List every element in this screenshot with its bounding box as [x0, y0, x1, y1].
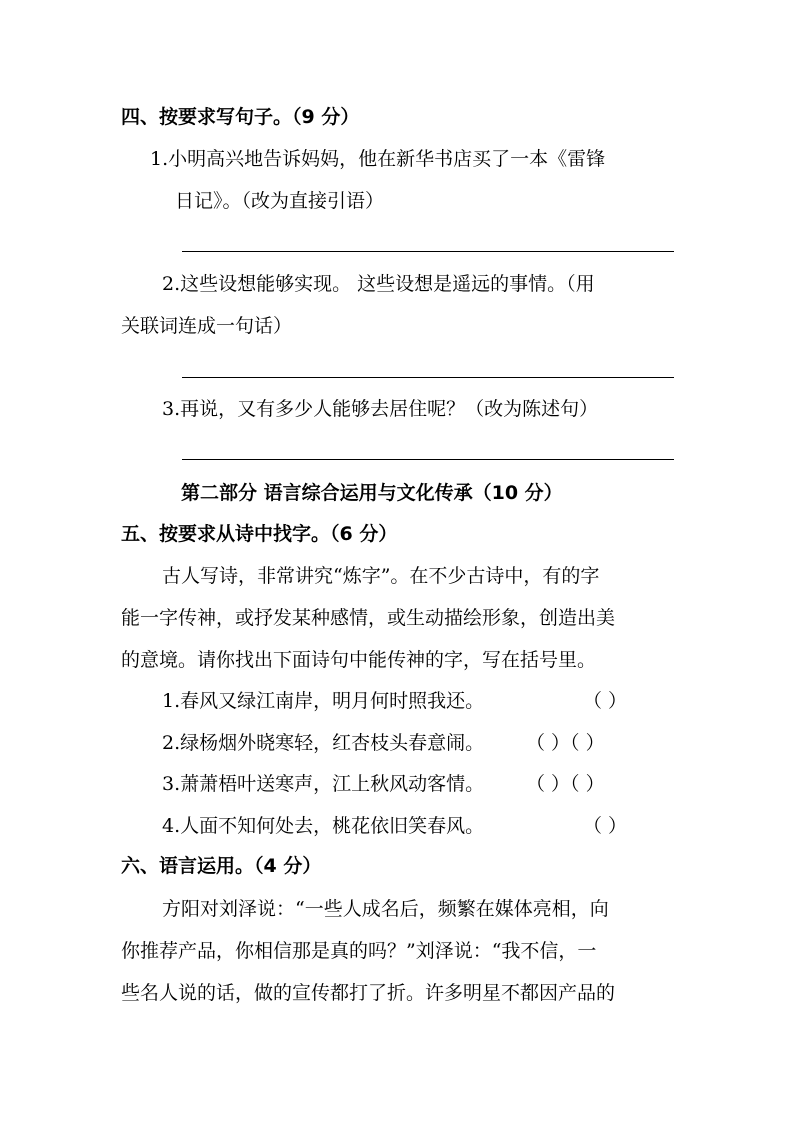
section4-heading: 四、按要求写句子。（9 分） [121, 106, 360, 128]
section6-para-line1: 方阳对刘泽说：“一些人成名后，频繁在媒体亮相，向 [162, 898, 609, 920]
q1-line1: 1.小明高兴地告诉妈妈，他在新华书店买了一本《雷锋 [150, 148, 606, 170]
part2-title: 第二部分 语言综合运用与文化传承（10 分） [181, 482, 563, 504]
poem-item-3-blanks[interactable]: （ ）（ ） [526, 773, 605, 795]
q3-text: 3.再说，又有多少人能够去居住呢？（改为陈述句） [162, 398, 599, 420]
poem-item-2-blanks[interactable]: （ ）（ ） [526, 732, 605, 754]
section5-intro-line1: 古人写诗，非常讲究“炼字”。在不少古诗中，有的字 [162, 565, 600, 587]
q2-line2: 关联词连成一句话） [121, 315, 293, 337]
q2-line1: 2.这些设想能够实现。 这些设想是遥远的事情。（用 [162, 273, 595, 295]
poem-item-4-blank[interactable]: （ ） [583, 815, 628, 837]
q3-answer-line[interactable] [182, 459, 674, 460]
q1-answer-line[interactable] [182, 251, 674, 252]
poem-item-1: 1.春风又绿江南岸，明月何时照我还。 [162, 690, 485, 712]
q2-answer-line[interactable] [182, 377, 674, 378]
section6-para-line2: 你推荐产品，你相信那是真的吗？”刘泽说：“我不信，一 [121, 940, 597, 962]
section5-intro-line2: 能一字传神，或抒发某种感情，或生动描绘形象，创造出美 [121, 607, 616, 629]
poem-item-2: 2.绿杨烟外晓寒轻，红杏枝头春意闹。 [162, 732, 485, 754]
q1-line2: 日记》。（改为直接引语） [175, 190, 385, 212]
section5-heading: 五、按要求从诗中找字。（6 分） [121, 523, 398, 545]
section6-para-line3: 些名人说的话，做的宣传都打了折。许多明星不都因产品的 [121, 982, 616, 1004]
poem-item-4: 4.人面不知何处去，桃花依旧笑春风。 [162, 815, 485, 837]
poem-item-1-blank[interactable]: （ ） [583, 690, 628, 712]
section5-intro-line3: 的意境。请你找出下面诗句中能传神的字，写在括号里。 [121, 649, 597, 671]
poem-item-3: 3.萧萧梧叶送寒声，江上秋风动客情。 [162, 773, 485, 795]
section6-heading: 六、语言运用。（4 分） [121, 855, 322, 877]
